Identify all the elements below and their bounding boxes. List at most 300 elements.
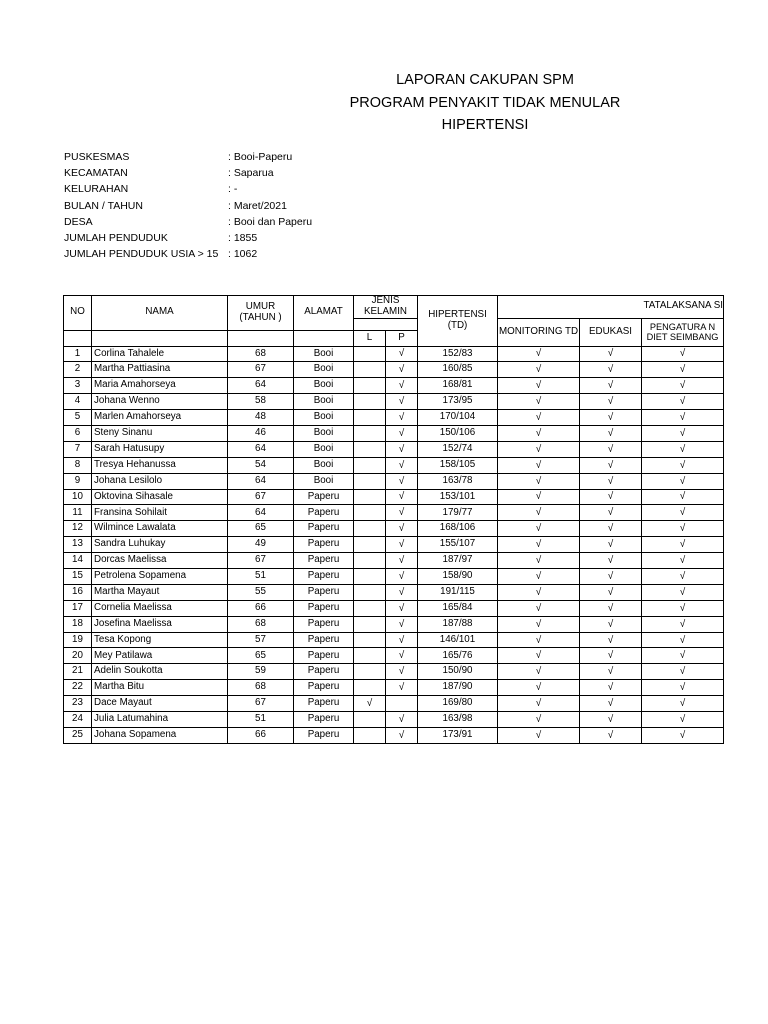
row-hipertensi-td: 191/115 — [418, 584, 498, 600]
row-umur: 66 — [228, 600, 294, 616]
row-edukasi: √ — [580, 378, 642, 394]
table-row — [64, 346, 724, 362]
table-row — [64, 410, 724, 426]
row-edukasi: √ — [580, 632, 642, 648]
info-label: KELURAHAN — [64, 183, 129, 196]
table-row — [64, 394, 724, 410]
row-monitoring-td: √ — [498, 727, 580, 743]
row-monitoring-td: √ — [498, 584, 580, 600]
row-monitoring-td: √ — [498, 537, 580, 553]
info-value: : Maret/2021 — [228, 199, 287, 212]
row-jk-p: √ — [386, 616, 418, 632]
row-pengaturan-diet: √ — [642, 569, 724, 585]
header-jenis-kelamin-spacer — [354, 318, 418, 330]
row-pengaturan-diet: √ — [642, 712, 724, 728]
info-label: JUMLAH PENDUDUK USIA > 15 — [64, 248, 219, 261]
row-no: 3 — [64, 378, 92, 394]
header-umur: UMUR (TAHUN ) — [228, 296, 294, 331]
row-pengaturan-diet: √ — [642, 425, 724, 441]
table-row — [64, 664, 724, 680]
row-alamat: Paperu — [294, 632, 354, 648]
row-edukasi: √ — [580, 346, 642, 362]
header-alamat: ALAMAT — [294, 296, 354, 331]
row-umur: 67 — [228, 489, 294, 505]
header-tatalaksana: TATALAKSANA SI — [498, 296, 724, 319]
row-nama: Adelin Soukotta — [92, 664, 228, 680]
row-umur: 54 — [228, 457, 294, 473]
row-jk-p: √ — [386, 425, 418, 441]
row-nama: Dorcas Maelissa — [92, 553, 228, 569]
row-monitoring-td: √ — [498, 425, 580, 441]
row-jk-l — [354, 457, 386, 473]
row-pengaturan-diet: √ — [642, 553, 724, 569]
row-edukasi: √ — [580, 425, 642, 441]
row-monitoring-td: √ — [498, 664, 580, 680]
row-pengaturan-diet: √ — [642, 394, 724, 410]
row-monitoring-td: √ — [498, 473, 580, 489]
row-umur: 66 — [228, 727, 294, 743]
patient-table — [63, 295, 724, 744]
row-jk-p: √ — [386, 441, 418, 457]
row-alamat: Booi — [294, 425, 354, 441]
row-umur: 55 — [228, 584, 294, 600]
row-alamat: Paperu — [294, 489, 354, 505]
row-umur: 49 — [228, 537, 294, 553]
row-monitoring-td: √ — [498, 696, 580, 712]
row-jk-l — [354, 410, 386, 426]
row-nama: Maria Amahorseya — [92, 378, 228, 394]
report-title-line-3: HIPERTENSI — [441, 117, 529, 133]
row-hipertensi-td: 150/90 — [418, 664, 498, 680]
row-hipertensi-td: 187/90 — [418, 680, 498, 696]
row-monitoring-td: √ — [498, 441, 580, 457]
row-alamat: Paperu — [294, 537, 354, 553]
row-jk-p: √ — [386, 521, 418, 537]
row-umur: 46 — [228, 425, 294, 441]
row-umur: 59 — [228, 664, 294, 680]
row-jk-p: √ — [386, 727, 418, 743]
row-no: 1 — [64, 346, 92, 362]
info-value: : Booi-Paperu — [228, 151, 293, 163]
header-alamat-bottom — [294, 330, 354, 346]
row-monitoring-td: √ — [498, 569, 580, 585]
row-jk-l — [354, 505, 386, 521]
row-no: 22 — [64, 680, 92, 696]
row-jk-p: √ — [386, 664, 418, 680]
table-row — [64, 425, 724, 441]
row-jk-p: √ — [386, 537, 418, 553]
row-alamat: Paperu — [294, 727, 354, 743]
table-row — [64, 616, 724, 632]
row-no: 21 — [64, 664, 92, 680]
row-hipertensi-td: 146/101 — [418, 632, 498, 648]
row-jk-l — [354, 346, 386, 362]
info-label: BULAN / TAHUN — [64, 199, 143, 212]
row-jk-l — [354, 441, 386, 457]
row-monitoring-td: √ — [498, 600, 580, 616]
row-no: 18 — [64, 616, 92, 632]
row-jk-p: √ — [386, 378, 418, 394]
row-alamat: Paperu — [294, 664, 354, 680]
row-alamat: Paperu — [294, 584, 354, 600]
row-alamat: Booi — [294, 362, 354, 378]
row-pengaturan-diet: √ — [642, 441, 724, 457]
info-label: JUMLAH PENDUDUK — [64, 231, 168, 244]
row-monitoring-td: √ — [498, 553, 580, 569]
row-nama: Cornelia Maelissa — [92, 600, 228, 616]
row-pengaturan-diet: √ — [642, 505, 724, 521]
row-jk-l — [354, 425, 386, 441]
row-alamat: Booi — [294, 378, 354, 394]
row-alamat: Booi — [294, 346, 354, 362]
row-nama: Martha Mayaut — [92, 584, 228, 600]
row-edukasi: √ — [580, 362, 642, 378]
row-jk-l — [354, 584, 386, 600]
row-jk-p: √ — [386, 410, 418, 426]
row-edukasi: √ — [580, 648, 642, 664]
row-umur: 64 — [228, 505, 294, 521]
row-nama: Johana Lesilolo — [92, 473, 228, 489]
table-row — [64, 489, 724, 505]
info-label: KECAMATAN — [64, 167, 128, 180]
header-no-bottom — [64, 330, 92, 346]
info-value: : 1855 — [228, 231, 258, 244]
row-jk-p: √ — [386, 680, 418, 696]
row-edukasi: √ — [580, 616, 642, 632]
row-alamat: Booi — [294, 473, 354, 489]
header-p: P — [386, 330, 418, 346]
row-monitoring-td: √ — [498, 648, 580, 664]
row-hipertensi-td: 150/106 — [418, 425, 498, 441]
header-hipertensi: HIPERTENSI (TD) — [418, 296, 498, 347]
row-nama: Steny Sinanu — [92, 425, 228, 441]
row-hipertensi-td: 163/98 — [418, 712, 498, 728]
row-alamat: Paperu — [294, 553, 354, 569]
table-row — [64, 473, 724, 489]
row-alamat: Paperu — [294, 505, 354, 521]
table-row — [64, 553, 724, 569]
row-nama: Sarah Hatusupy — [92, 441, 228, 457]
row-hipertensi-td: 153/101 — [418, 489, 498, 505]
row-pengaturan-diet: √ — [642, 473, 724, 489]
report-title-line-1: LAPORAN CAKUPAN SPM — [396, 72, 574, 88]
row-pengaturan-diet: √ — [642, 664, 724, 680]
row-edukasi: √ — [580, 696, 642, 712]
table-row — [64, 378, 724, 394]
row-umur: 64 — [228, 473, 294, 489]
row-hipertensi-td: 152/74 — [418, 441, 498, 457]
row-jk-p: √ — [386, 457, 418, 473]
row-alamat: Booi — [294, 457, 354, 473]
row-jk-p: √ — [386, 394, 418, 410]
row-no: 2 — [64, 362, 92, 378]
row-no: 16 — [64, 584, 92, 600]
row-hipertensi-td: 187/97 — [418, 553, 498, 569]
row-alamat: Paperu — [294, 521, 354, 537]
row-monitoring-td: √ — [498, 505, 580, 521]
row-umur: 67 — [228, 696, 294, 712]
table-header — [64, 296, 724, 347]
row-nama: Sandra Luhukay — [92, 537, 228, 553]
row-hipertensi-td: 168/106 — [418, 521, 498, 537]
row-edukasi: √ — [580, 537, 642, 553]
row-edukasi: √ — [580, 505, 642, 521]
row-jk-l — [354, 648, 386, 664]
table-row — [64, 584, 724, 600]
row-nama: Tesa Kopong — [92, 632, 228, 648]
row-hipertensi-td: 173/91 — [418, 727, 498, 743]
row-hipertensi-td: 158/90 — [418, 569, 498, 585]
row-pengaturan-diet: √ — [642, 378, 724, 394]
table-row — [64, 569, 724, 585]
row-alamat: Paperu — [294, 569, 354, 585]
row-no: 12 — [64, 521, 92, 537]
row-pengaturan-diet: √ — [642, 727, 724, 743]
row-monitoring-td: √ — [498, 680, 580, 696]
row-pengaturan-diet: √ — [642, 410, 724, 426]
row-umur: 57 — [228, 632, 294, 648]
row-jk-l — [354, 680, 386, 696]
row-jk-p: √ — [386, 648, 418, 664]
row-jk-l — [354, 489, 386, 505]
row-no: 25 — [64, 727, 92, 743]
row-umur: 48 — [228, 410, 294, 426]
row-edukasi: √ — [580, 489, 642, 505]
row-monitoring-td: √ — [498, 346, 580, 362]
row-monitoring-td: √ — [498, 362, 580, 378]
row-nama: Wilmince Lawalata — [92, 521, 228, 537]
row-umur: 58 — [228, 394, 294, 410]
row-no: 23 — [64, 696, 92, 712]
row-alamat: Paperu — [294, 712, 354, 728]
header-l: L — [354, 330, 386, 346]
row-monitoring-td: √ — [498, 378, 580, 394]
table-row — [64, 727, 724, 743]
info-value: : Saparua — [228, 167, 274, 180]
row-no: 5 — [64, 410, 92, 426]
row-jk-p: √ — [386, 473, 418, 489]
table-row — [64, 600, 724, 616]
row-jk-l — [354, 664, 386, 680]
row-monitoring-td: √ — [498, 521, 580, 537]
row-jk-l: √ — [354, 696, 386, 712]
row-no: 4 — [64, 394, 92, 410]
row-alamat: Paperu — [294, 680, 354, 696]
row-nama: Johana Wenno — [92, 394, 228, 410]
header-nama-bottom — [92, 330, 228, 346]
row-edukasi: √ — [580, 712, 642, 728]
row-jk-l — [354, 569, 386, 585]
row-pengaturan-diet: √ — [642, 489, 724, 505]
row-nama: Julia Latumahina — [92, 712, 228, 728]
table-row — [64, 632, 724, 648]
row-monitoring-td: √ — [498, 457, 580, 473]
row-edukasi: √ — [580, 680, 642, 696]
row-jk-p: √ — [386, 489, 418, 505]
header-umur-bottom — [228, 330, 294, 346]
row-jk-p: √ — [386, 362, 418, 378]
row-jk-l — [354, 473, 386, 489]
row-no: 17 — [64, 600, 92, 616]
row-jk-l — [354, 537, 386, 553]
row-pengaturan-diet: √ — [642, 584, 724, 600]
table-row — [64, 362, 724, 378]
row-umur: 68 — [228, 346, 294, 362]
row-nama: Dace Mayaut — [92, 696, 228, 712]
row-pengaturan-diet: √ — [642, 362, 724, 378]
row-hipertensi-td: 163/78 — [418, 473, 498, 489]
row-monitoring-td: √ — [498, 489, 580, 505]
row-alamat: Booi — [294, 410, 354, 426]
row-no: 6 — [64, 425, 92, 441]
row-jk-l — [354, 712, 386, 728]
row-nama: Mey Patilawa — [92, 648, 228, 664]
row-edukasi: √ — [580, 569, 642, 585]
row-nama: Martha Bitu — [92, 680, 228, 696]
row-no: 9 — [64, 473, 92, 489]
row-umur: 64 — [228, 441, 294, 457]
row-jk-l — [354, 616, 386, 632]
table-row — [64, 712, 724, 728]
row-umur: 68 — [228, 680, 294, 696]
table-body — [64, 346, 724, 743]
info-value: : - — [228, 183, 238, 196]
header-jenis-kelamin: JENIS KELAMIN — [354, 296, 418, 319]
row-jk-l — [354, 394, 386, 410]
row-no: 14 — [64, 553, 92, 569]
row-jk-l — [354, 727, 386, 743]
row-jk-l — [354, 362, 386, 378]
info-value: : Booi dan Paperu — [228, 215, 313, 228]
row-hipertensi-td: 173/95 — [418, 394, 498, 410]
row-nama: Corlina Tahalele — [92, 346, 228, 362]
table-row — [64, 680, 724, 696]
report-title-line-2: PROGRAM PENYAKIT TIDAK MENULAR — [349, 95, 621, 111]
row-umur: 51 — [228, 569, 294, 585]
row-pengaturan-diet: √ — [642, 648, 724, 664]
row-alamat: Booi — [294, 441, 354, 457]
info-value: : 1062 — [228, 248, 258, 261]
row-hipertensi-td: 170/104 — [418, 410, 498, 426]
row-alamat: Booi — [294, 394, 354, 410]
row-hipertensi-td: 165/84 — [418, 600, 498, 616]
row-nama: Josefina Maelissa — [92, 616, 228, 632]
row-pengaturan-diet: √ — [642, 346, 724, 362]
row-hipertensi-td: 179/77 — [418, 505, 498, 521]
row-jk-p — [386, 696, 418, 712]
row-pengaturan-diet: √ — [642, 521, 724, 537]
row-umur: 51 — [228, 712, 294, 728]
row-hipertensi-td: 169/80 — [418, 696, 498, 712]
row-no: 20 — [64, 648, 92, 664]
patient-table-viewport — [63, 295, 724, 745]
table-row — [64, 441, 724, 457]
row-no: 11 — [64, 505, 92, 521]
row-hipertensi-td: 187/88 — [418, 616, 498, 632]
row-nama: Martha Pattiasina — [92, 362, 228, 378]
row-umur: 65 — [228, 648, 294, 664]
row-edukasi: √ — [580, 521, 642, 537]
row-nama: Tresya Hehanussa — [92, 457, 228, 473]
info-label: DESA — [64, 215, 93, 228]
row-jk-p: √ — [386, 505, 418, 521]
row-edukasi: √ — [580, 553, 642, 569]
row-hipertensi-td: 158/105 — [418, 457, 498, 473]
row-jk-p: √ — [386, 632, 418, 648]
row-nama: Marlen Amahorseya — [92, 410, 228, 426]
row-jk-l — [354, 553, 386, 569]
table-row — [64, 648, 724, 664]
row-edukasi: √ — [580, 473, 642, 489]
row-monitoring-td: √ — [498, 712, 580, 728]
row-hipertensi-td: 160/85 — [418, 362, 498, 378]
table-row — [64, 505, 724, 521]
info-label: PUSKESMAS — [64, 151, 130, 163]
row-no: 19 — [64, 632, 92, 648]
row-edukasi: √ — [580, 394, 642, 410]
row-pengaturan-diet: √ — [642, 616, 724, 632]
row-monitoring-td: √ — [498, 632, 580, 648]
row-hipertensi-td: 165/76 — [418, 648, 498, 664]
table-row — [64, 457, 724, 473]
row-nama: Johana Sopamena — [92, 727, 228, 743]
row-jk-l — [354, 632, 386, 648]
row-jk-l — [354, 600, 386, 616]
row-alamat: Paperu — [294, 696, 354, 712]
row-hipertensi-td: 155/107 — [418, 537, 498, 553]
row-monitoring-td: √ — [498, 616, 580, 632]
row-edukasi: √ — [580, 410, 642, 426]
row-jk-l — [354, 378, 386, 394]
header-pengaturan-diet: PENGATURA N DIET SEIMBANG — [642, 318, 724, 346]
row-edukasi: √ — [580, 457, 642, 473]
row-hipertensi-td: 152/83 — [418, 346, 498, 362]
row-umur: 68 — [228, 616, 294, 632]
row-jk-p: √ — [386, 584, 418, 600]
row-umur: 65 — [228, 521, 294, 537]
row-jk-p: √ — [386, 553, 418, 569]
row-pengaturan-diet: √ — [642, 632, 724, 648]
row-no: 13 — [64, 537, 92, 553]
row-umur: 64 — [228, 378, 294, 394]
row-edukasi: √ — [580, 664, 642, 680]
row-edukasi: √ — [580, 441, 642, 457]
header-nama: NAMA — [92, 296, 228, 331]
table-row — [64, 537, 724, 553]
header-edukasi: EDUKASI — [580, 318, 642, 346]
row-no: 8 — [64, 457, 92, 473]
row-nama: Petrolena Sopamena — [92, 569, 228, 585]
row-pengaturan-diet: √ — [642, 537, 724, 553]
row-jk-l — [354, 521, 386, 537]
row-alamat: Paperu — [294, 600, 354, 616]
row-nama: Fransina Sohilait — [92, 505, 228, 521]
row-pengaturan-diet: √ — [642, 696, 724, 712]
row-edukasi: √ — [580, 584, 642, 600]
row-jk-p: √ — [386, 569, 418, 585]
row-nama: Oktovina Sihasale — [92, 489, 228, 505]
row-jk-p: √ — [386, 600, 418, 616]
row-pengaturan-diet: √ — [642, 680, 724, 696]
row-no: 24 — [64, 712, 92, 728]
header-monitoring-td: MONITORING TD — [498, 318, 580, 346]
row-pengaturan-diet: √ — [642, 600, 724, 616]
table-row — [64, 521, 724, 537]
row-jk-p: √ — [386, 346, 418, 362]
row-jk-p: √ — [386, 712, 418, 728]
row-umur: 67 — [228, 362, 294, 378]
row-no: 10 — [64, 489, 92, 505]
